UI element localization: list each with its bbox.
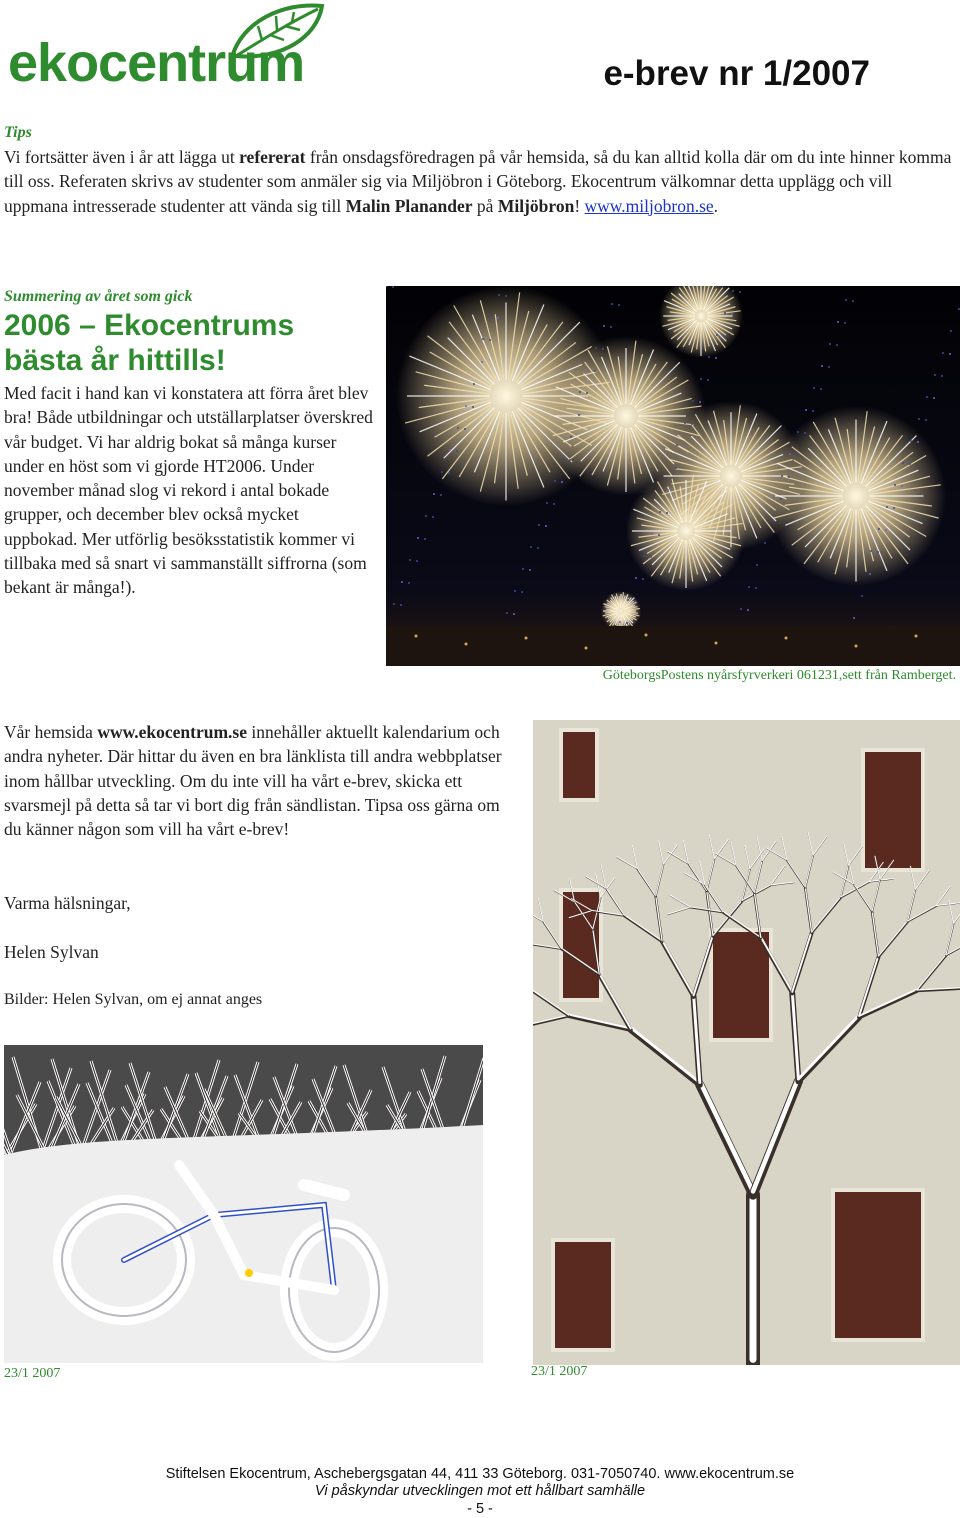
page-number: - 5 - <box>467 1501 493 1517</box>
tips-paragraph: Vi fortsätter även i år att lägga ut refererat från onsdagsföredragen på vår hemsida, så du kan alltid kolla där om du inte hinner komma till oss. Referaten skrivs av studenter som anmäler sig via Miljöbron i Göteborg. Ekocentrum välkomnar detta upplägg och vill uppmana intresserade studenter att vända sig till Malin Planander på Miljöbron! www.miljobron.se. <box>4 147 952 216</box>
tree-caption: 23/1 2007 <box>531 1364 588 1379</box>
tips-heading: Tips <box>4 124 32 141</box>
bike-caption: 23/1 2007 <box>4 1366 61 1381</box>
fireworks-caption: GöteborgsPostens nyårsfyrverkeri 061231,sett från Ramberget. <box>602 668 956 683</box>
signature: Helen Sylvan <box>4 942 99 962</box>
miljobron-link[interactable]: www.miljobron.se <box>584 195 714 216</box>
fireworks-photo <box>386 286 960 666</box>
greeting: Varma hälsningar, <box>4 893 131 913</box>
website-paragraph: Vår hemsida www.ekocentrum.se innehåller aktuellt kalendarium och andra nyheter. Där hittar du även en bra länklista till andra webbplatser inom hållbar utveckling. Om du inte vill ha vårt e-brev, skicka ett svarsmejl på detta så tar vi bort dig från sändlistan. Tipsa oss gärna om du känner någon som vill ha vårt e-brev! <box>4 722 502 840</box>
summary-body: Med facit i hand kan vi konstatera att förra året blev bra! Både utbildningar och utställarplatser överskred vår budget. Vi har aldrig bokat så många kurser under en höst som vi gjorde HT2006. Under november månad slog vi rekord i antal bokade grupper, och december blev också mycket uppbokad. Mer utförlig besöksstatistik kommer vi tillbaka med så snart vi sammanställt siffrorna (som bekant är många!). <box>4 383 373 598</box>
ekocentrum-logo <box>4 2 324 93</box>
snowy-bike-photo <box>4 1045 483 1363</box>
footer-tagline: Vi påskyndar utvecklingen mot ett hållbart samhälle <box>314 1483 646 1499</box>
snowy-tree-photo <box>533 720 960 1365</box>
photo-credit: Bilder: Helen Sylvan, om ej annat anges <box>4 991 263 1008</box>
footer-address: Stiftelsen Ekocentrum, Aschebergsgatan 44, 411 33 Göteborg. 031-7050740. www.ekocentrum.se <box>165 1466 795 1482</box>
website-url: www.ekocentrum.se <box>97 722 248 742</box>
logo-wordmark: ekocentrum <box>8 33 305 93</box>
issue-title: e-brev nr 1/2007 <box>603 54 870 93</box>
summary-title: 2006 – Ekocentrums bästa år hittills! <box>4 309 295 377</box>
summary-kicker: Summering av året som gick <box>4 288 193 305</box>
